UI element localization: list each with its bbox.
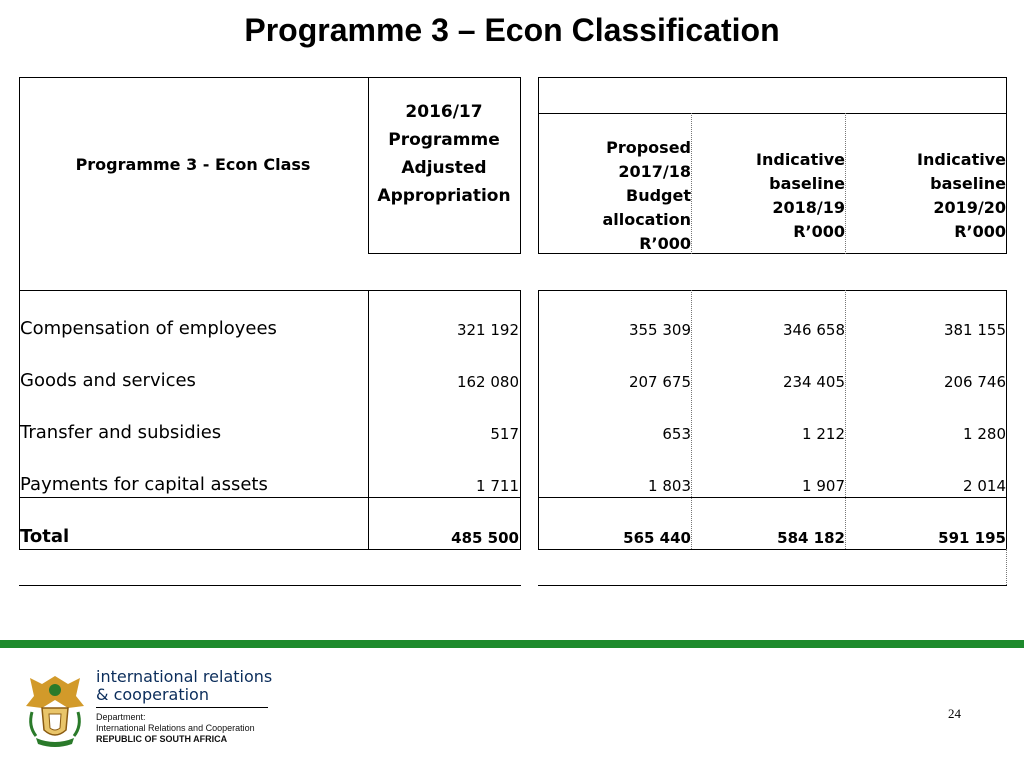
total-value: 591 195 — [938, 529, 1006, 547]
table-border — [19, 585, 521, 586]
cell-value: 1 711 — [476, 477, 519, 495]
table-border — [538, 77, 1007, 78]
header-econ-class: Programme 3 - Econ Class — [75, 155, 311, 174]
table-divider — [845, 290, 846, 549]
brand-line-1: international relations — [96, 667, 273, 686]
header-2019-20: Indicative baseline 2019/20 R’000 — [917, 150, 1006, 241]
dept-name: International Relations and Cooperation — [96, 723, 255, 733]
brand-divider — [96, 707, 268, 708]
cell-value: 2 014 — [963, 477, 1006, 495]
country-name: REPUBLIC OF SOUTH AFRICA — [96, 734, 228, 744]
cell-value: 1 907 — [802, 477, 845, 495]
table-divider — [691, 290, 692, 549]
table-border — [538, 290, 539, 549]
page-number: 24 — [948, 706, 961, 721]
header-2017-18: Proposed 2017/18 Budget allocation R’000 — [602, 138, 691, 253]
total-label: Total — [20, 526, 70, 547]
table-divider — [1006, 549, 1007, 585]
cell-value: 1 803 — [648, 477, 691, 495]
cell-value: 381 155 — [943, 321, 1006, 339]
table-border — [368, 77, 369, 254]
total-value: 565 440 — [623, 529, 691, 547]
cell-value: 162 080 — [456, 373, 519, 391]
cell-value: 653 — [662, 425, 691, 443]
table-border — [538, 585, 1007, 586]
cell-value: 321 192 — [456, 321, 519, 339]
table-border — [19, 549, 521, 550]
table-border — [520, 77, 521, 254]
total-value: 485 500 — [451, 529, 519, 547]
table-border — [19, 77, 521, 78]
dept-label: Department: — [96, 712, 146, 722]
cell-value: 234 405 — [782, 373, 845, 391]
row-label: Payments for capital assets — [20, 474, 268, 495]
cell-value: 1 280 — [963, 425, 1006, 443]
cell-value: 1 212 — [802, 425, 845, 443]
table-border — [19, 290, 521, 291]
table-border — [520, 290, 521, 549]
table-border — [538, 113, 1007, 114]
brand-line-2: & cooperation — [96, 685, 209, 704]
header-2016-17: 2016/17 Programme Adjusted Appropriation — [377, 102, 511, 206]
table-border — [1006, 290, 1007, 549]
page-title: Programme 3 – Econ Classification — [244, 12, 780, 48]
cell-value: 346 658 — [782, 321, 845, 339]
brand-name — [96, 668, 272, 704]
table-divider — [691, 113, 692, 254]
table-border — [368, 290, 369, 549]
row-label: Transfer and subsidies — [20, 422, 222, 443]
cell-value: 207 675 — [628, 373, 691, 391]
table-border — [538, 497, 1007, 498]
cell-value: 517 — [490, 425, 519, 443]
cell-value: 206 746 — [943, 373, 1006, 391]
row-label: Compensation of employees — [20, 318, 277, 339]
header-2018-19: Indicative baseline 2018/19 R’000 — [756, 150, 845, 241]
row-label: Goods and services — [20, 370, 196, 391]
table-border — [19, 497, 521, 498]
table-border — [538, 77, 539, 254]
table-border — [538, 549, 1007, 550]
cell-value: 355 309 — [628, 321, 691, 339]
table-border — [368, 253, 521, 254]
footer-bar — [0, 640, 1024, 648]
table-divider — [845, 113, 846, 254]
table-border — [1006, 77, 1007, 254]
table-border — [538, 290, 1007, 291]
total-value: 584 182 — [777, 529, 845, 547]
coat-of-arms-icon — [22, 670, 88, 750]
